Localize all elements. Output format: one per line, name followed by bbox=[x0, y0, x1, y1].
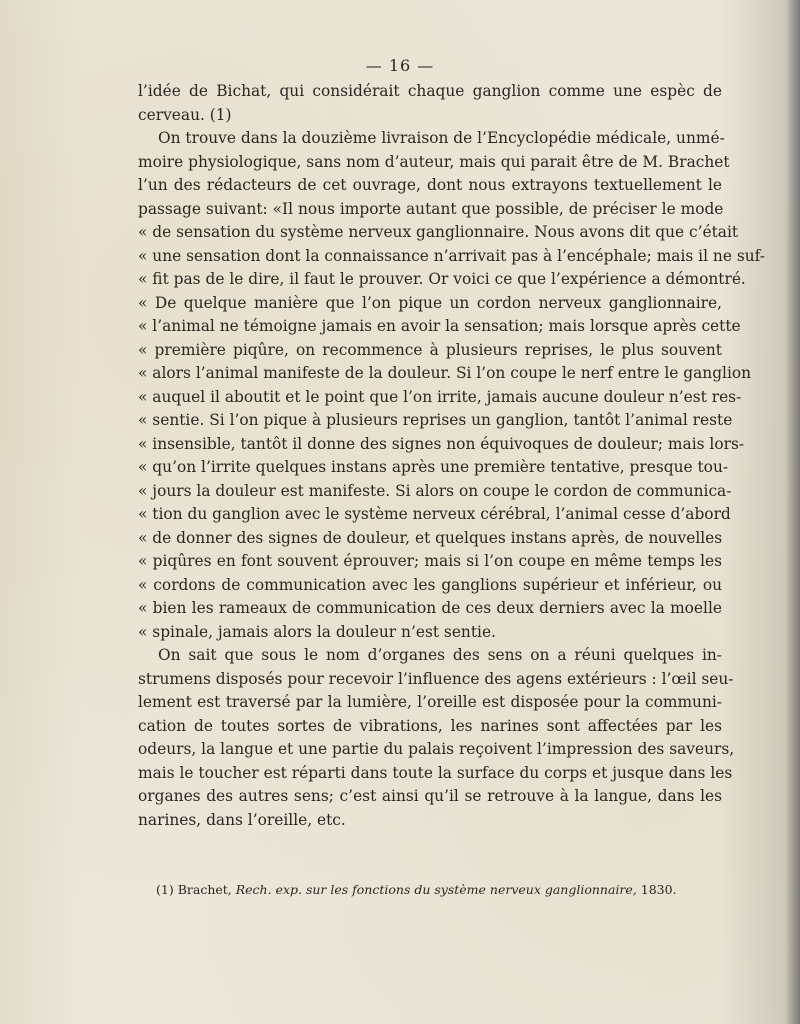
footnote-year: 1830. bbox=[640, 882, 677, 897]
text-line: « première piqûre, on recommence à plusieurs reprises, le plus souvent bbox=[138, 340, 722, 359]
text-line: l’idée de Bichat, qui considérait chaque ganglion comme une espèc de bbox=[138, 82, 722, 100]
text-line: organes des autres sens; c’est ainsi qu’il se retrouve à la langue, dans les bbox=[138, 787, 722, 805]
text-line: « insensible, tantôt il donne des signes non équivoques de douleur; mais lors- bbox=[138, 434, 745, 453]
text-line: « de sensation du système nerveux ganglionnaire. Nous avons dit que c’était bbox=[138, 223, 739, 241]
text-line: « tion du ganglion avec le système nerveux cérébral, l’animal cesse d’abord bbox=[138, 505, 731, 523]
page-edge-shadow bbox=[786, 0, 800, 1024]
text-line: lement est traversé par la lumière, l’oreille est disposée pour la communi- bbox=[138, 693, 722, 711]
text-line: odeurs, la langue et une partie du palais reçoivent l’impression des saveurs, bbox=[138, 740, 735, 758]
footnote-author: Brachet, bbox=[177, 882, 232, 897]
text-line: « auquel il aboutit et le point que l’on irrite, jamais aucune douleur n’est res- bbox=[138, 387, 742, 406]
text-line: « cordons de communication avec les ganglions supérieur et inférieur, ou bbox=[138, 575, 722, 594]
text-line: « une sensation dont la connaissance n’arrivait pas à l’encéphale; mais il ne suf- bbox=[138, 246, 765, 265]
text-line: « spinale, jamais alors la douleur n’est sentie. bbox=[138, 622, 496, 641]
text-line: On trouve dans la douzième livraison de l’Encyclopédie médicale, unmé- bbox=[158, 129, 725, 147]
text-line: « bien les rameaux de communication de ces deux derniers avec la moelle bbox=[138, 599, 722, 617]
text-line: « sentie. Si l’on pique à plusieurs reprises un ganglion, tantôt l’animal reste bbox=[138, 411, 733, 429]
text-line: strumens disposés pour recevoir l’influence des agens extérieurs : l’œil seu- bbox=[138, 669, 734, 688]
text-line: cation de toutes sortes de vibrations, les narines sont affectées par les bbox=[138, 716, 722, 735]
footnote-title: Rech. exp. sur les fonctions du système nerveux ganglionnaire, bbox=[235, 882, 637, 897]
page-number: — 16 — bbox=[365, 56, 435, 75]
text-line: moire physiologique, sans nom d’auteur, mais qui parait être de M. Brachet bbox=[138, 152, 730, 171]
text-line: mais le toucher est réparti dans toute la surface du corps et jusque dans les bbox=[138, 763, 733, 782]
text-line: « l’animal ne témoigne jamais en avoir la sensation; mais lorsque après cette bbox=[138, 317, 741, 335]
text-line: « De quelque manière que l’on pique un cordon nerveux ganglionnaire, bbox=[138, 293, 722, 312]
text-line: « piqûres en font souvent éprouver; mais si l’on coupe en même temps les bbox=[138, 552, 722, 570]
text-line: « alors l’animal manifeste de la douleur. Si l’on coupe le nerf entre le ganglion bbox=[138, 364, 752, 382]
text-line: « qu’on l’irrite quelques instans après une première tentative, presque tou- bbox=[138, 458, 729, 476]
text-line: « fit pas de le dire, il faut le prouver. Or voici ce que l’expérience a démontré. bbox=[138, 270, 746, 288]
text-line: passage suivant: «Il nous importe autant que possible, de préciser le mode bbox=[138, 199, 724, 218]
text-line: On sait que sous le nom d’organes des sens on a réuni quelques in- bbox=[158, 646, 722, 664]
text-line: l’un des rédacteurs de cet ouvrage, dont nous extrayons textuellement le bbox=[138, 176, 722, 194]
text-line: « de donner des signes de douleur, et quelques instans après, de nouvelles bbox=[138, 528, 723, 547]
footnote bbox=[156, 882, 716, 897]
text-line: narines, dans l’oreille, etc. bbox=[138, 810, 346, 829]
footnote-marker: (1) bbox=[156, 882, 174, 897]
text-line: cerveau. (1) bbox=[138, 105, 232, 124]
text-line: « jours la douleur est manifeste. Si alors on coupe le cordon de communica- bbox=[138, 481, 732, 500]
body-text bbox=[138, 80, 765, 832]
